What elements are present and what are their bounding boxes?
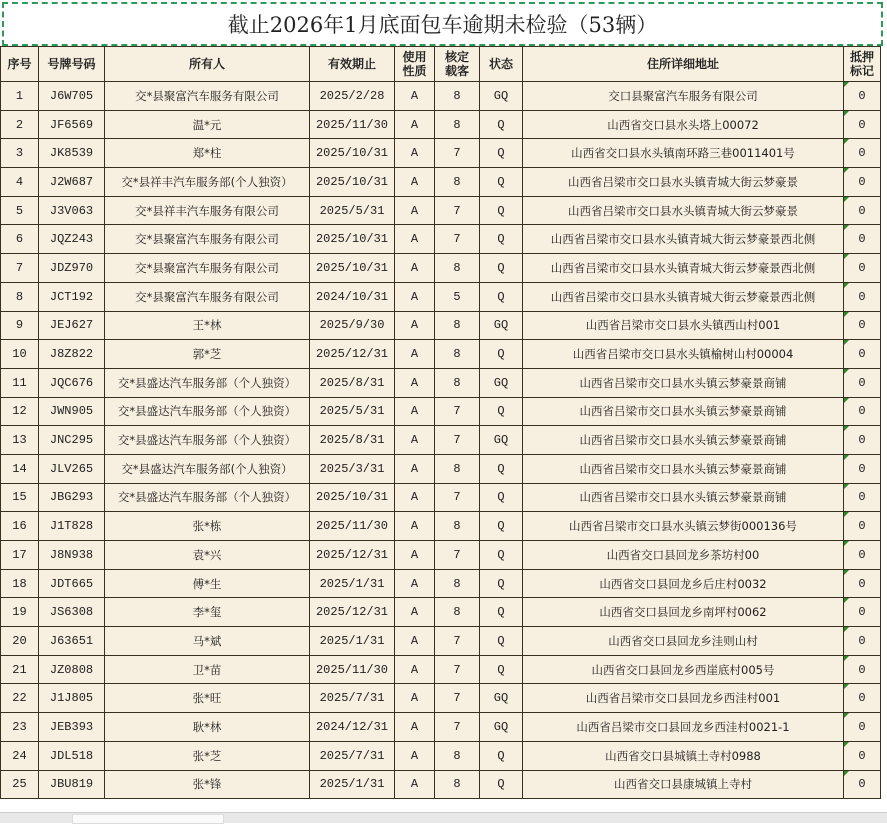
- cell-address[interactable]: 山西省交口县回龙乡西崖底村005号: [523, 655, 844, 684]
- cell-capacity[interactable]: 8: [435, 569, 480, 598]
- cell-mortgage[interactable]: 0: [844, 684, 881, 713]
- cell-status[interactable]: Q: [480, 254, 523, 283]
- cell-index[interactable]: 14: [1, 454, 39, 483]
- table-row: [1, 139, 881, 168]
- cell-index[interactable]: 4: [1, 168, 39, 197]
- cell-owner[interactable]: 交*县盛达汽车服务部（个人独资）: [105, 397, 310, 426]
- cell-plate[interactable]: JLV265: [39, 454, 105, 483]
- header-row: [1, 47, 881, 82]
- cell-mortgage[interactable]: 0: [844, 368, 881, 397]
- cell-capacity[interactable]: 8: [435, 368, 480, 397]
- cell-expiry[interactable]: 2025/2/28: [310, 82, 395, 111]
- table-row: [1, 397, 881, 426]
- cell-address[interactable]: 山西省交口县回龙乡洼则山村: [523, 627, 844, 656]
- header-col-usage[interactable]: 使用 性质: [395, 47, 435, 82]
- cell-usage[interactable]: A: [395, 684, 435, 713]
- cell-address[interactable]: 山西省吕梁市交口县水头镇西山村001: [523, 311, 844, 340]
- cell-plate[interactable]: JEB393: [39, 713, 105, 742]
- cell-capacity[interactable]: 8: [435, 770, 480, 799]
- cell-address[interactable]: 山西省吕梁市交口县水头镇榆树山村00004: [523, 340, 844, 369]
- table-row: [1, 368, 881, 397]
- cell-mortgage[interactable]: 0: [844, 454, 881, 483]
- cell-address[interactable]: 山西省交口县回龙乡后庄村0032: [523, 569, 844, 598]
- cell-mortgage[interactable]: 0: [844, 655, 881, 684]
- cell-expiry[interactable]: 2025/1/31: [310, 569, 395, 598]
- scrollbar-thumb[interactable]: [72, 814, 224, 824]
- cell-owner[interactable]: 交*县盛达汽车服务部（个人独资）: [105, 426, 310, 455]
- cell-status[interactable]: Q: [480, 168, 523, 197]
- cell-status[interactable]: Q: [480, 397, 523, 426]
- cell-status[interactable]: GQ: [480, 311, 523, 340]
- cell-plate[interactable]: JNC295: [39, 426, 105, 455]
- cell-plate[interactable]: J8N938: [39, 541, 105, 570]
- cell-plate[interactable]: JCT192: [39, 282, 105, 311]
- cell-expiry[interactable]: 2025/10/31: [310, 254, 395, 283]
- cell-status[interactable]: Q: [480, 340, 523, 369]
- cell-owner[interactable]: 卫*苗: [105, 655, 310, 684]
- cell-usage[interactable]: A: [395, 110, 435, 139]
- cell-expiry[interactable]: 2025/1/31: [310, 770, 395, 799]
- table-row: [1, 512, 881, 541]
- cell-owner[interactable]: 张*芝: [105, 741, 310, 770]
- cell-index[interactable]: 22: [1, 684, 39, 713]
- table-row: [1, 110, 881, 139]
- cell-expiry[interactable]: 2025/1/31: [310, 627, 395, 656]
- table-row: [1, 225, 881, 254]
- cell-capacity[interactable]: 7: [435, 196, 480, 225]
- cell-index[interactable]: 11: [1, 368, 39, 397]
- cell-address[interactable]: 山西省交口县康城镇上寺村: [523, 770, 844, 799]
- cell-capacity[interactable]: 8: [435, 168, 480, 197]
- cell-index[interactable]: 19: [1, 598, 39, 627]
- cell-status[interactable]: Q: [480, 225, 523, 254]
- cell-index[interactable]: 17: [1, 541, 39, 570]
- cell-plate[interactable]: JDL518: [39, 741, 105, 770]
- cell-address[interactable]: 山西省吕梁市交口县回龙乡西洼村0021-1: [523, 713, 844, 742]
- cell-plate[interactable]: JDZ970: [39, 254, 105, 283]
- cell-plate[interactable]: J63651: [39, 627, 105, 656]
- cell-plate[interactable]: J1J805: [39, 684, 105, 713]
- cell-mortgage[interactable]: 0: [844, 340, 881, 369]
- header-col-status[interactable]: 状态: [480, 47, 523, 82]
- cell-owner[interactable]: 交*县聚富汽车服务有限公司: [105, 225, 310, 254]
- cell-address[interactable]: 交口县聚富汽车服务有限公司: [523, 82, 844, 111]
- header-col-index[interactable]: 序号: [1, 47, 39, 82]
- vehicle-table: [0, 46, 881, 799]
- cell-mortgage[interactable]: 0: [844, 770, 881, 799]
- cell-status[interactable]: GQ: [480, 684, 523, 713]
- cell-status[interactable]: GQ: [480, 82, 523, 111]
- header-col-plate[interactable]: 号牌号码: [39, 47, 105, 82]
- table-row: [1, 655, 881, 684]
- cell-capacity[interactable]: 8: [435, 454, 480, 483]
- table-row: [1, 770, 881, 799]
- cell-capacity[interactable]: 8: [435, 311, 480, 340]
- cell-usage[interactable]: A: [395, 713, 435, 742]
- cell-mortgage[interactable]: 0: [844, 225, 881, 254]
- cell-usage[interactable]: A: [395, 483, 435, 512]
- cell-mortgage[interactable]: 0: [844, 311, 881, 340]
- cell-index[interactable]: 15: [1, 483, 39, 512]
- cell-mortgage[interactable]: 0: [844, 139, 881, 168]
- table-row: [1, 598, 881, 627]
- cell-plate[interactable]: JWN905: [39, 397, 105, 426]
- cell-index[interactable]: 21: [1, 655, 39, 684]
- cell-owner[interactable]: 交*县祥丰汽车服务有限公司: [105, 196, 310, 225]
- cell-address[interactable]: 山西省吕梁市交口县回龙乡西洼村001: [523, 684, 844, 713]
- cell-plate[interactable]: JEJ627: [39, 311, 105, 340]
- table-row: [1, 168, 881, 197]
- table-row: [1, 569, 881, 598]
- cell-usage[interactable]: A: [395, 741, 435, 770]
- cell-expiry[interactable]: 2025/3/31: [310, 454, 395, 483]
- cell-plate[interactable]: J1T828: [39, 512, 105, 541]
- cell-owner[interactable]: 交*县盛达汽车服务部（个人独资）: [105, 368, 310, 397]
- cell-index[interactable]: 5: [1, 196, 39, 225]
- table-row: [1, 627, 881, 656]
- cell-expiry[interactable]: 2025/7/31: [310, 741, 395, 770]
- cell-address[interactable]: 山西省吕梁市交口县水头镇云梦豪景商铺: [523, 426, 844, 455]
- table-row: [1, 311, 881, 340]
- cell-mortgage[interactable]: 0: [844, 598, 881, 627]
- cell-plate[interactable]: JQZ243: [39, 225, 105, 254]
- cell-mortgage[interactable]: 0: [844, 741, 881, 770]
- cell-plate[interactable]: JBG293: [39, 483, 105, 512]
- cell-owner[interactable]: 张*锋: [105, 770, 310, 799]
- cell-owner[interactable]: 交*县聚富汽车服务有限公司: [105, 82, 310, 111]
- cell-index[interactable]: 6: [1, 225, 39, 254]
- cell-usage[interactable]: A: [395, 397, 435, 426]
- cell-status[interactable]: Q: [480, 139, 523, 168]
- table-row: [1, 196, 881, 225]
- cell-expiry[interactable]: 2025/11/30: [310, 110, 395, 139]
- cell-owner[interactable]: 李*玺: [105, 598, 310, 627]
- cell-plate[interactable]: J6W705: [39, 82, 105, 111]
- cell-plate[interactable]: J2W687: [39, 168, 105, 197]
- cell-capacity[interactable]: 7: [435, 426, 480, 455]
- cell-capacity[interactable]: 7: [435, 483, 480, 512]
- table-row: [1, 684, 881, 713]
- cell-owner[interactable]: 交*县盛达汽车服务部(个人独资）: [105, 454, 310, 483]
- cell-status[interactable]: Q: [480, 512, 523, 541]
- cell-usage[interactable]: A: [395, 282, 435, 311]
- cell-capacity[interactable]: 5: [435, 282, 480, 311]
- cell-status[interactable]: Q: [480, 110, 523, 139]
- cell-address[interactable]: 山西省吕梁市交口县水头镇青城大街云梦豪景西北侧: [523, 254, 844, 283]
- cell-mortgage[interactable]: 0: [844, 483, 881, 512]
- cell-index[interactable]: 3: [1, 139, 39, 168]
- cell-capacity[interactable]: 8: [435, 340, 480, 369]
- cell-capacity[interactable]: 7: [435, 397, 480, 426]
- table-row: [1, 340, 881, 369]
- cell-expiry[interactable]: 2025/5/31: [310, 196, 395, 225]
- cell-address[interactable]: 山西省交口县水头塔上00072: [523, 110, 844, 139]
- cell-plate[interactable]: JQC676: [39, 368, 105, 397]
- cell-owner[interactable]: 马*斌: [105, 627, 310, 656]
- cell-capacity[interactable]: 7: [435, 139, 480, 168]
- sheet-title[interactable]: 截止2026年1月底面包车逾期未检验（53辆）: [2, 2, 883, 46]
- cell-address[interactable]: 山西省吕梁市交口县水头镇青城大街云梦豪景西北侧: [523, 225, 844, 254]
- cell-expiry[interactable]: 2025/7/31: [310, 684, 395, 713]
- cell-status[interactable]: Q: [480, 454, 523, 483]
- table-row: [1, 713, 881, 742]
- cell-usage[interactable]: A: [395, 627, 435, 656]
- cell-capacity[interactable]: 8: [435, 82, 480, 111]
- cell-status[interactable]: Q: [480, 196, 523, 225]
- cell-address[interactable]: 山西省交口县回龙乡南坪村0062: [523, 598, 844, 627]
- cell-plate[interactable]: JBU819: [39, 770, 105, 799]
- cell-mortgage[interactable]: 0: [844, 282, 881, 311]
- cell-mortgage[interactable]: 0: [844, 196, 881, 225]
- header-col-expiry[interactable]: 有效期止: [310, 47, 395, 82]
- cell-capacity[interactable]: 8: [435, 512, 480, 541]
- cell-usage[interactable]: A: [395, 254, 435, 283]
- cell-address[interactable]: 山西省吕梁市交口县水头镇云梦豪景商铺: [523, 483, 844, 512]
- cell-mortgage[interactable]: 0: [844, 168, 881, 197]
- cell-capacity[interactable]: 7: [435, 655, 480, 684]
- cell-expiry[interactable]: 2025/8/31: [310, 426, 395, 455]
- cell-mortgage[interactable]: 0: [844, 713, 881, 742]
- cell-address[interactable]: 山西省交口县城镇土寺村0988: [523, 741, 844, 770]
- cell-usage[interactable]: A: [395, 655, 435, 684]
- cell-expiry[interactable]: 2025/10/31: [310, 168, 395, 197]
- cell-usage[interactable]: A: [395, 311, 435, 340]
- table-row: [1, 254, 881, 283]
- cell-mortgage[interactable]: 0: [844, 569, 881, 598]
- cell-status[interactable]: GQ: [480, 368, 523, 397]
- table-row: [1, 426, 881, 455]
- cell-address[interactable]: 山西省吕梁市交口县水头镇青城大街云梦豪景西北侧: [523, 282, 844, 311]
- cell-plate[interactable]: J3V063: [39, 196, 105, 225]
- cell-status[interactable]: GQ: [480, 426, 523, 455]
- cell-expiry[interactable]: 2025/10/31: [310, 139, 395, 168]
- cell-usage[interactable]: A: [395, 82, 435, 111]
- cell-capacity[interactable]: 8: [435, 598, 480, 627]
- cell-capacity[interactable]: 8: [435, 741, 480, 770]
- cell-status[interactable]: GQ: [480, 713, 523, 742]
- cell-status[interactable]: Q: [480, 541, 523, 570]
- cell-index[interactable]: 9: [1, 311, 39, 340]
- cell-owner[interactable]: 交*县聚富汽车服务有限公司: [105, 254, 310, 283]
- cell-address[interactable]: 山西省吕梁市交口县水头镇青城大街云梦豪景: [523, 196, 844, 225]
- cell-capacity[interactable]: 8: [435, 110, 480, 139]
- cell-status[interactable]: Q: [480, 627, 523, 656]
- cell-capacity[interactable]: 8: [435, 254, 480, 283]
- cell-owner[interactable]: 交*县祥丰汽车服务部(个人独资）: [105, 168, 310, 197]
- cell-index[interactable]: 2: [1, 110, 39, 139]
- cell-owner[interactable]: 交*县盛达汽车服务部（个人独资）: [105, 483, 310, 512]
- cell-expiry[interactable]: 2025/8/31: [310, 368, 395, 397]
- cell-status[interactable]: Q: [480, 598, 523, 627]
- cell-owner[interactable]: 袁*兴: [105, 541, 310, 570]
- cell-usage[interactable]: A: [395, 569, 435, 598]
- cell-expiry[interactable]: 2024/10/31: [310, 282, 395, 311]
- cell-mortgage[interactable]: 0: [844, 512, 881, 541]
- cell-address[interactable]: 山西省吕梁市交口县水头镇云梦豪景商铺: [523, 454, 844, 483]
- cell-index[interactable]: 13: [1, 426, 39, 455]
- cell-expiry[interactable]: 2025/10/31: [310, 483, 395, 512]
- cell-address[interactable]: 山西省吕梁市交口县水头镇云梦豪景商铺: [523, 397, 844, 426]
- cell-expiry[interactable]: 2025/12/31: [310, 598, 395, 627]
- cell-usage[interactable]: A: [395, 168, 435, 197]
- cell-usage[interactable]: A: [395, 225, 435, 254]
- horizontal-scrollbar[interactable]: [0, 812, 887, 823]
- cell-plate[interactable]: JZ0808: [39, 655, 105, 684]
- cell-expiry[interactable]: 2025/9/30: [310, 311, 395, 340]
- cell-plate[interactable]: JDT665: [39, 569, 105, 598]
- cell-status[interactable]: Q: [480, 770, 523, 799]
- header-col-owner[interactable]: 所有人: [105, 47, 310, 82]
- cell-index[interactable]: 8: [1, 282, 39, 311]
- cell-capacity[interactable]: 7: [435, 713, 480, 742]
- cell-index[interactable]: 16: [1, 512, 39, 541]
- cell-owner[interactable]: 郑*柱: [105, 139, 310, 168]
- cell-mortgage[interactable]: 0: [844, 627, 881, 656]
- cell-index[interactable]: 1: [1, 82, 39, 111]
- cell-expiry[interactable]: 2025/12/31: [310, 541, 395, 570]
- header-col-address[interactable]: 住所详细地址: [523, 47, 844, 82]
- cell-usage[interactable]: A: [395, 139, 435, 168]
- cell-owner[interactable]: 傅*生: [105, 569, 310, 598]
- cell-index[interactable]: 12: [1, 397, 39, 426]
- table-row: [1, 541, 881, 570]
- cell-expiry[interactable]: 2025/10/31: [310, 225, 395, 254]
- cell-expiry[interactable]: 2025/11/30: [310, 655, 395, 684]
- cell-owner[interactable]: 张*旺: [105, 684, 310, 713]
- cell-usage[interactable]: A: [395, 196, 435, 225]
- table-row: [1, 483, 881, 512]
- table-row: [1, 454, 881, 483]
- cell-index[interactable]: 23: [1, 713, 39, 742]
- cell-status[interactable]: Q: [480, 483, 523, 512]
- cell-index[interactable]: 24: [1, 741, 39, 770]
- cell-owner[interactable]: 郭*芝: [105, 340, 310, 369]
- cell-expiry[interactable]: 2024/12/31: [310, 713, 395, 742]
- cell-owner[interactable]: 温*元: [105, 110, 310, 139]
- cell-status[interactable]: Q: [480, 741, 523, 770]
- cell-usage[interactable]: A: [395, 340, 435, 369]
- cell-address[interactable]: 山西省交口县回龙乡茶坊村00: [523, 541, 844, 570]
- cell-plate[interactable]: JK8539: [39, 139, 105, 168]
- cell-index[interactable]: 10: [1, 340, 39, 369]
- cell-plate[interactable]: JF6569: [39, 110, 105, 139]
- cell-status[interactable]: Q: [480, 282, 523, 311]
- cell-address[interactable]: 山西省交口县水头镇南环路三巷0011401号: [523, 139, 844, 168]
- cell-usage[interactable]: A: [395, 770, 435, 799]
- cell-index[interactable]: 7: [1, 254, 39, 283]
- header-col-mortgage[interactable]: 抵押 标记: [844, 47, 881, 82]
- cell-expiry[interactable]: 2025/5/31: [310, 397, 395, 426]
- cell-usage[interactable]: A: [395, 512, 435, 541]
- cell-usage[interactable]: A: [395, 454, 435, 483]
- cell-plate[interactable]: JS6308: [39, 598, 105, 627]
- cell-address[interactable]: 山西省吕梁市交口县水头镇云梦街000136号: [523, 512, 844, 541]
- cell-status[interactable]: Q: [480, 655, 523, 684]
- cell-index[interactable]: 20: [1, 627, 39, 656]
- cell-mortgage[interactable]: 0: [844, 254, 881, 283]
- cell-index[interactable]: 25: [1, 770, 39, 799]
- cell-mortgage[interactable]: 0: [844, 426, 881, 455]
- cell-capacity[interactable]: 7: [435, 684, 480, 713]
- table-row: [1, 82, 881, 111]
- cell-capacity[interactable]: 7: [435, 225, 480, 254]
- cell-usage[interactable]: A: [395, 368, 435, 397]
- cell-mortgage[interactable]: 0: [844, 82, 881, 111]
- cell-owner[interactable]: 王*林: [105, 311, 310, 340]
- header-col-capacity[interactable]: 核定 载客: [435, 47, 480, 82]
- cell-owner[interactable]: 交*县聚富汽车服务有限公司: [105, 282, 310, 311]
- cell-expiry[interactable]: 2025/11/30: [310, 512, 395, 541]
- cell-usage[interactable]: A: [395, 541, 435, 570]
- cell-capacity[interactable]: 7: [435, 541, 480, 570]
- cell-address[interactable]: 山西省吕梁市交口县水头镇云梦豪景商铺: [523, 368, 844, 397]
- cell-capacity[interactable]: 7: [435, 627, 480, 656]
- table-row: [1, 282, 881, 311]
- cell-mortgage[interactable]: 0: [844, 541, 881, 570]
- cell-plate[interactable]: J8Z822: [39, 340, 105, 369]
- cell-usage[interactable]: A: [395, 598, 435, 627]
- cell-owner[interactable]: 张*栋: [105, 512, 310, 541]
- table-row: [1, 741, 881, 770]
- cell-address[interactable]: 山西省吕梁市交口县水头镇青城大街云梦豪景: [523, 168, 844, 197]
- cell-usage[interactable]: A: [395, 426, 435, 455]
- cell-status[interactable]: Q: [480, 569, 523, 598]
- cell-mortgage[interactable]: 0: [844, 110, 881, 139]
- cell-owner[interactable]: 耿*林: [105, 713, 310, 742]
- cell-mortgage[interactable]: 0: [844, 397, 881, 426]
- cell-expiry[interactable]: 2025/12/31: [310, 340, 395, 369]
- cell-index[interactable]: 18: [1, 569, 39, 598]
